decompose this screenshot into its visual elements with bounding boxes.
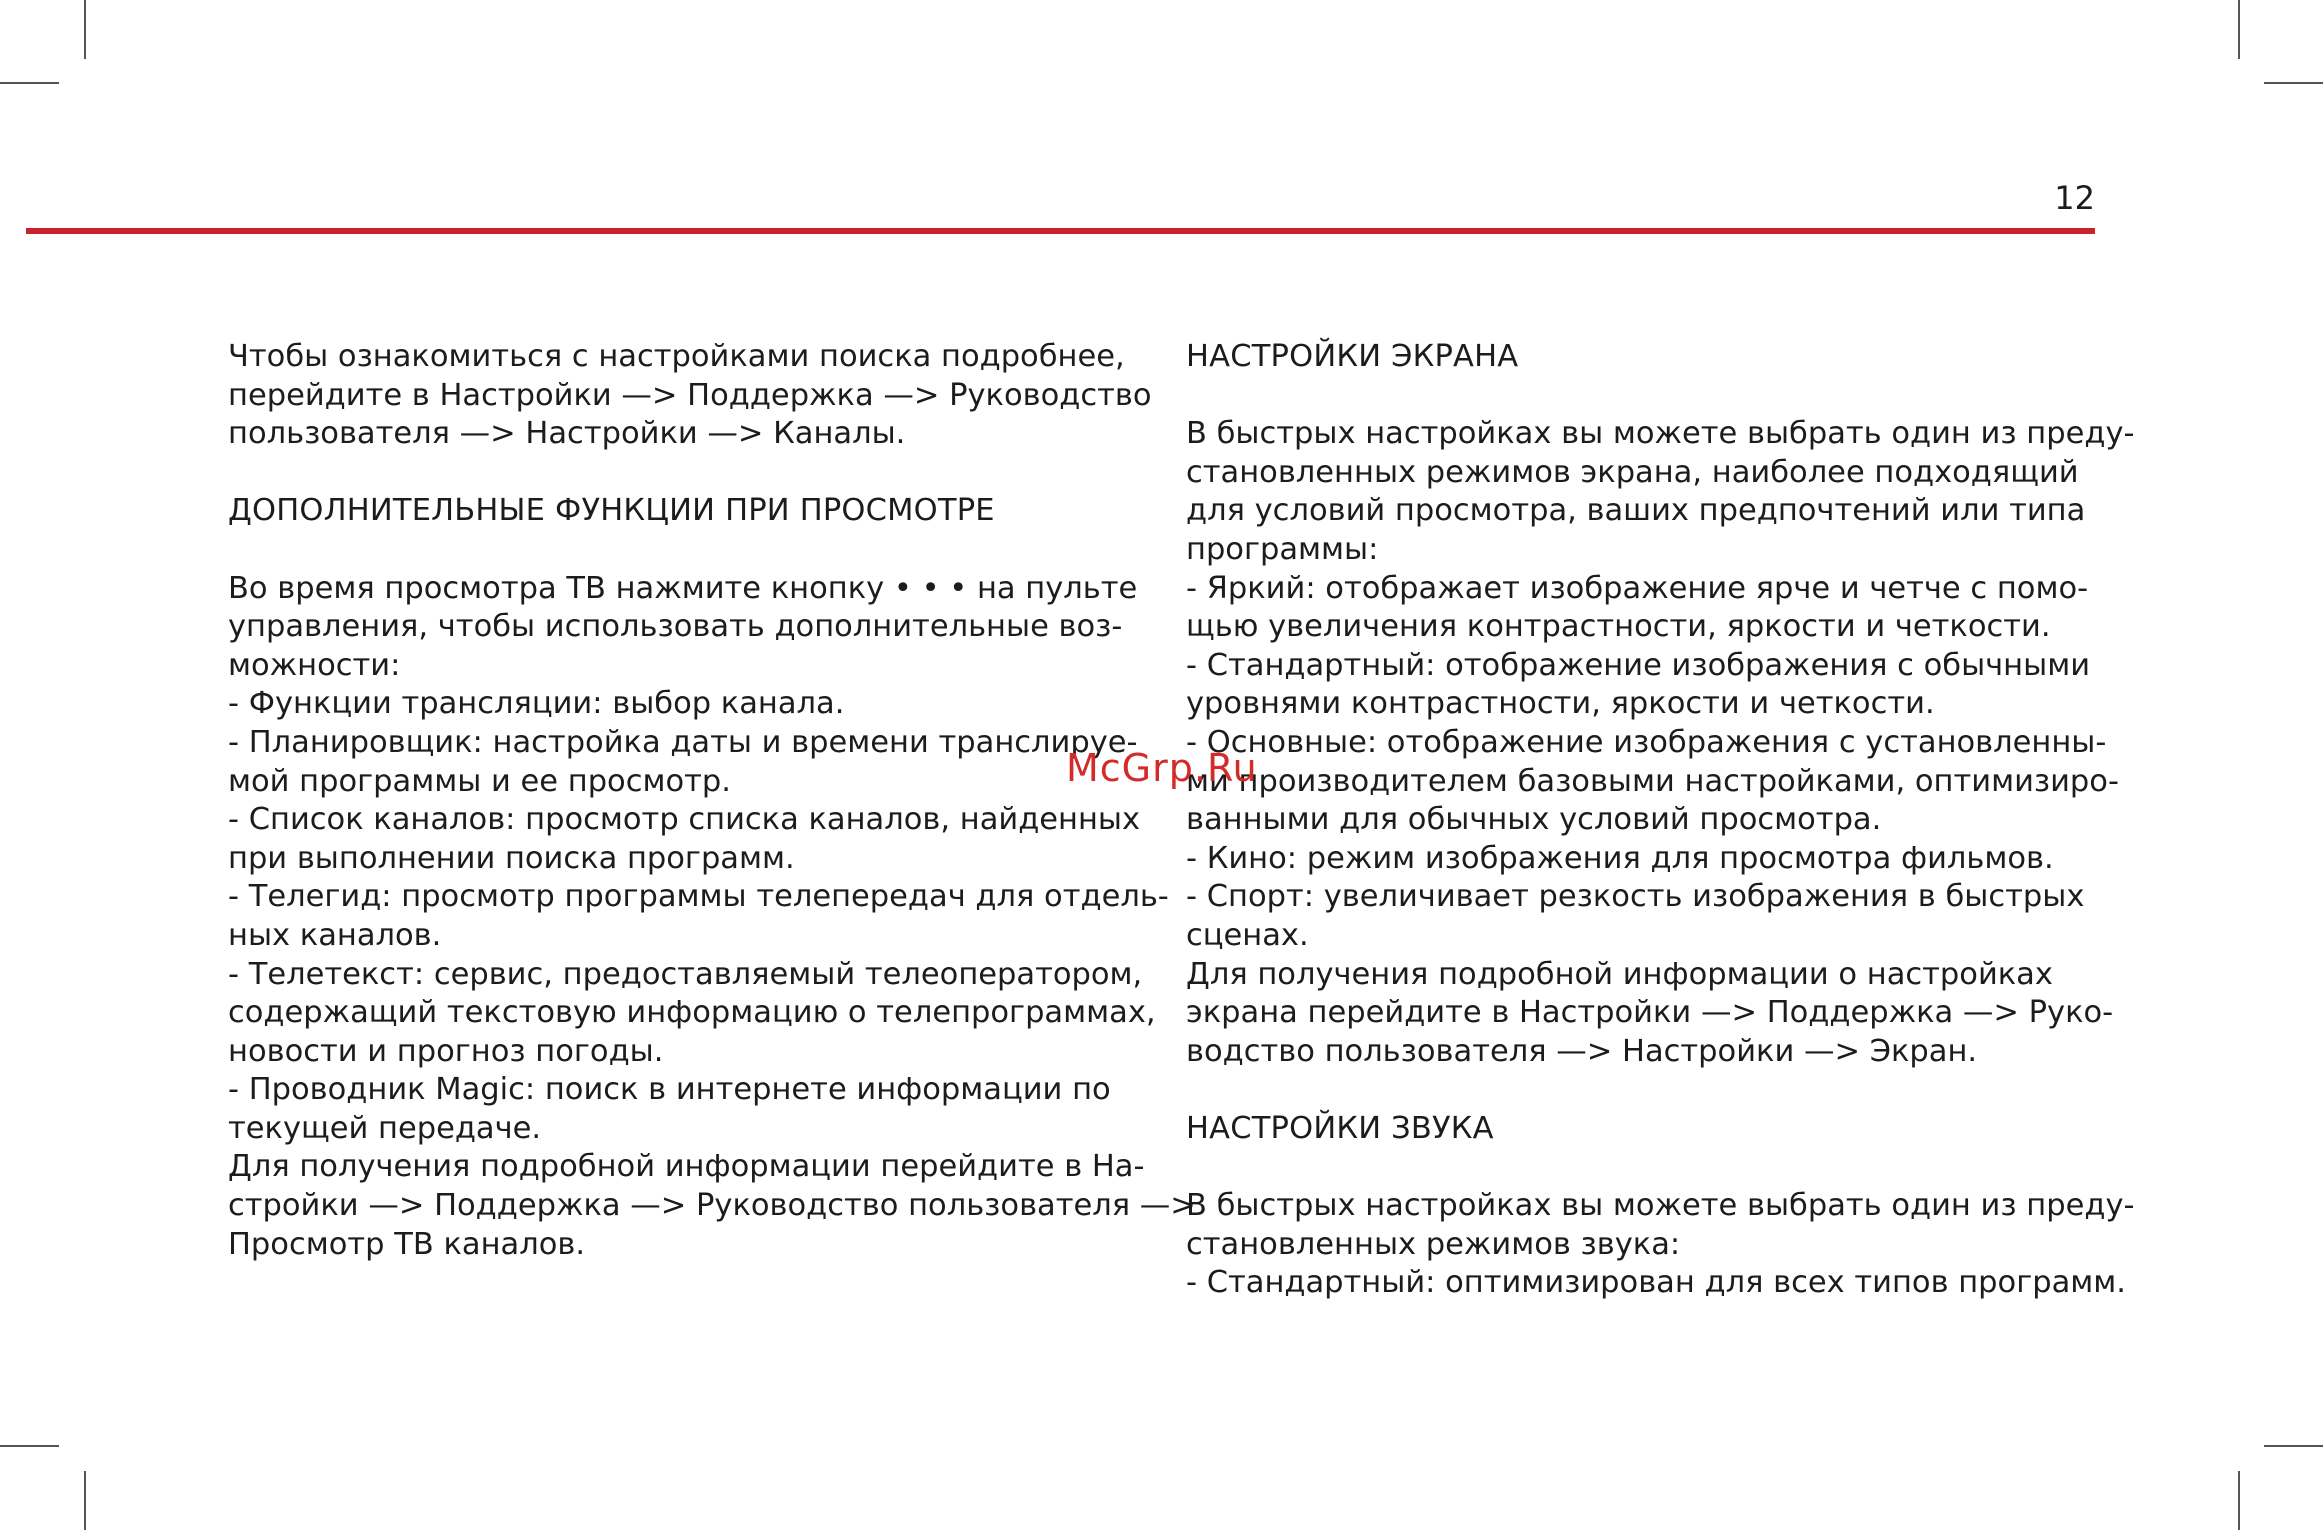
text-line: ванными для обычных условий просмотра. (1186, 802, 1882, 838)
text-line: водство пользователя —> Настройки —> Экран. (1186, 1033, 1978, 1069)
section-heading-extra-functions: ДОПОЛНИТЕЛЬНЫЕ ФУНКЦИИ ПРИ ПРОСМОТРЕ (228, 493, 995, 529)
text-line: - Планировщик: настройка даты и времени транслируе- (228, 724, 1138, 760)
text-line: уровнями контрастности, яркости и четкости. (1186, 686, 1935, 722)
text-line: - Кино: режим изображения для просмотра фильмов. (1186, 840, 2054, 876)
sound-settings-paragraph (1186, 1187, 2135, 1303)
spacer (228, 454, 1128, 493)
text-line: перейдите в Настройки —> Поддержка —> Руководство (228, 377, 1152, 413)
text-line: управления, чтобы использовать дополнительные воз- (228, 609, 1123, 645)
text-line: - Яркий: отображает изображение ярче и четче с помо- (1186, 570, 2089, 606)
header-rule (26, 228, 2095, 234)
crop-mark-bottom-right-vertical (2238, 1471, 2240, 1530)
text-line: Просмотр ТВ каналов. (228, 1226, 586, 1262)
spacer (1186, 1148, 2096, 1187)
screen-settings-paragraph (1186, 415, 2135, 1071)
spacer (1186, 377, 2096, 416)
intro-paragraph (228, 338, 1152, 454)
text-line: можности: (228, 647, 401, 683)
crop-mark-top-left-horizontal (0, 82, 59, 84)
text-line: содержащий текстовую информацию о телепрограммах, (228, 995, 1156, 1031)
text-line: ных каналов. (228, 917, 442, 953)
crop-mark-bottom-left-horizontal (0, 1445, 59, 1447)
crop-mark-top-right-horizontal (2264, 82, 2323, 84)
text-line: - Функции трансляции: выбор канала. (228, 686, 845, 722)
text-line: пользователя —> Настройки —> Каналы. (228, 416, 906, 452)
text-line: - Телетекст: сервис, предоставляемый телеоператором, (228, 956, 1143, 992)
text-line: Для получения подробной информации перейдите в На- (228, 1149, 1145, 1185)
crop-mark-top-right-vertical (2238, 0, 2240, 59)
text-line: - Список каналов: просмотр списка каналов, найденных (228, 802, 1141, 838)
text-line: программы: (1186, 531, 1379, 567)
text-line: щью увеличения контрастности, яркости и четкости. (1186, 609, 2051, 645)
section-heading-screen-settings: НАСТРОЙКИ ЭКРАНА (1186, 339, 1519, 374)
text-line: сценах. (1186, 917, 1309, 953)
text-line: - Телегид: просмотр программы телепередач для отдель- (228, 879, 1169, 915)
spacer (1186, 1071, 2096, 1110)
crop-mark-bottom-right-horizontal (2264, 1445, 2323, 1447)
right-column (1186, 338, 2135, 1303)
text-line: стройки —> Поддержка —> Руководство пользователя —> (228, 1188, 1196, 1224)
text-line: новости и прогноз погоды. (228, 1033, 664, 1069)
section-heading-sound-settings: НАСТРОЙКИ ЗВУКА (1186, 1110, 1494, 1146)
text-line: Во время просмотра ТВ нажмите кнопку • • • на пульте (228, 570, 1138, 606)
page-number: 12 (2054, 179, 2095, 217)
text-line: текущей передаче. (228, 1110, 542, 1146)
text-line: - Основные: отображение изображения с установленны- (1186, 724, 2107, 760)
crop-mark-bottom-left-vertical (84, 1471, 86, 1530)
crop-mark-top-left-vertical (84, 0, 86, 59)
text-line: становленных режимов звука: (1186, 1226, 1681, 1262)
text-line: Чтобы ознакомиться с настройками поиска подробнее, (228, 339, 1125, 374)
text-line: В быстрых настройках вы можете выбрать один из преду- (1186, 1188, 2135, 1224)
spacer (228, 531, 1128, 570)
text-line: В быстрых настройках вы можете выбрать один из преду- (1186, 416, 2135, 452)
text-line: ми производителем базовыми настройками, оптимизиро- (1186, 763, 2119, 799)
text-line: - Проводник Magic: поиск в интернете информации по (228, 1072, 1111, 1108)
text-line: - Спорт: увеличивает резкость изображения в быстрых (1186, 879, 2085, 915)
text-line: Для получения подробной информации о настройках (1186, 956, 2053, 992)
text-line: экрана перейдите в Настройки —> Поддержка —> Руко- (1186, 995, 2114, 1031)
text-line: для условий просмотра, ваших предпочтений или типа (1186, 493, 2086, 529)
text-line: - Стандартный: отображение изображения с обычными (1186, 647, 2091, 683)
watermark-text: McGrp.Ru (1066, 746, 1258, 790)
text-line: мой программы и ее просмотр. (228, 763, 731, 799)
text-line: - Стандартный: оптимизирован для всех типов программ. (1186, 1265, 2126, 1301)
text-line: при выполнении поиска программ. (228, 840, 795, 876)
text-line: становленных режимов экрана, наиболее подходящий (1186, 454, 2079, 490)
